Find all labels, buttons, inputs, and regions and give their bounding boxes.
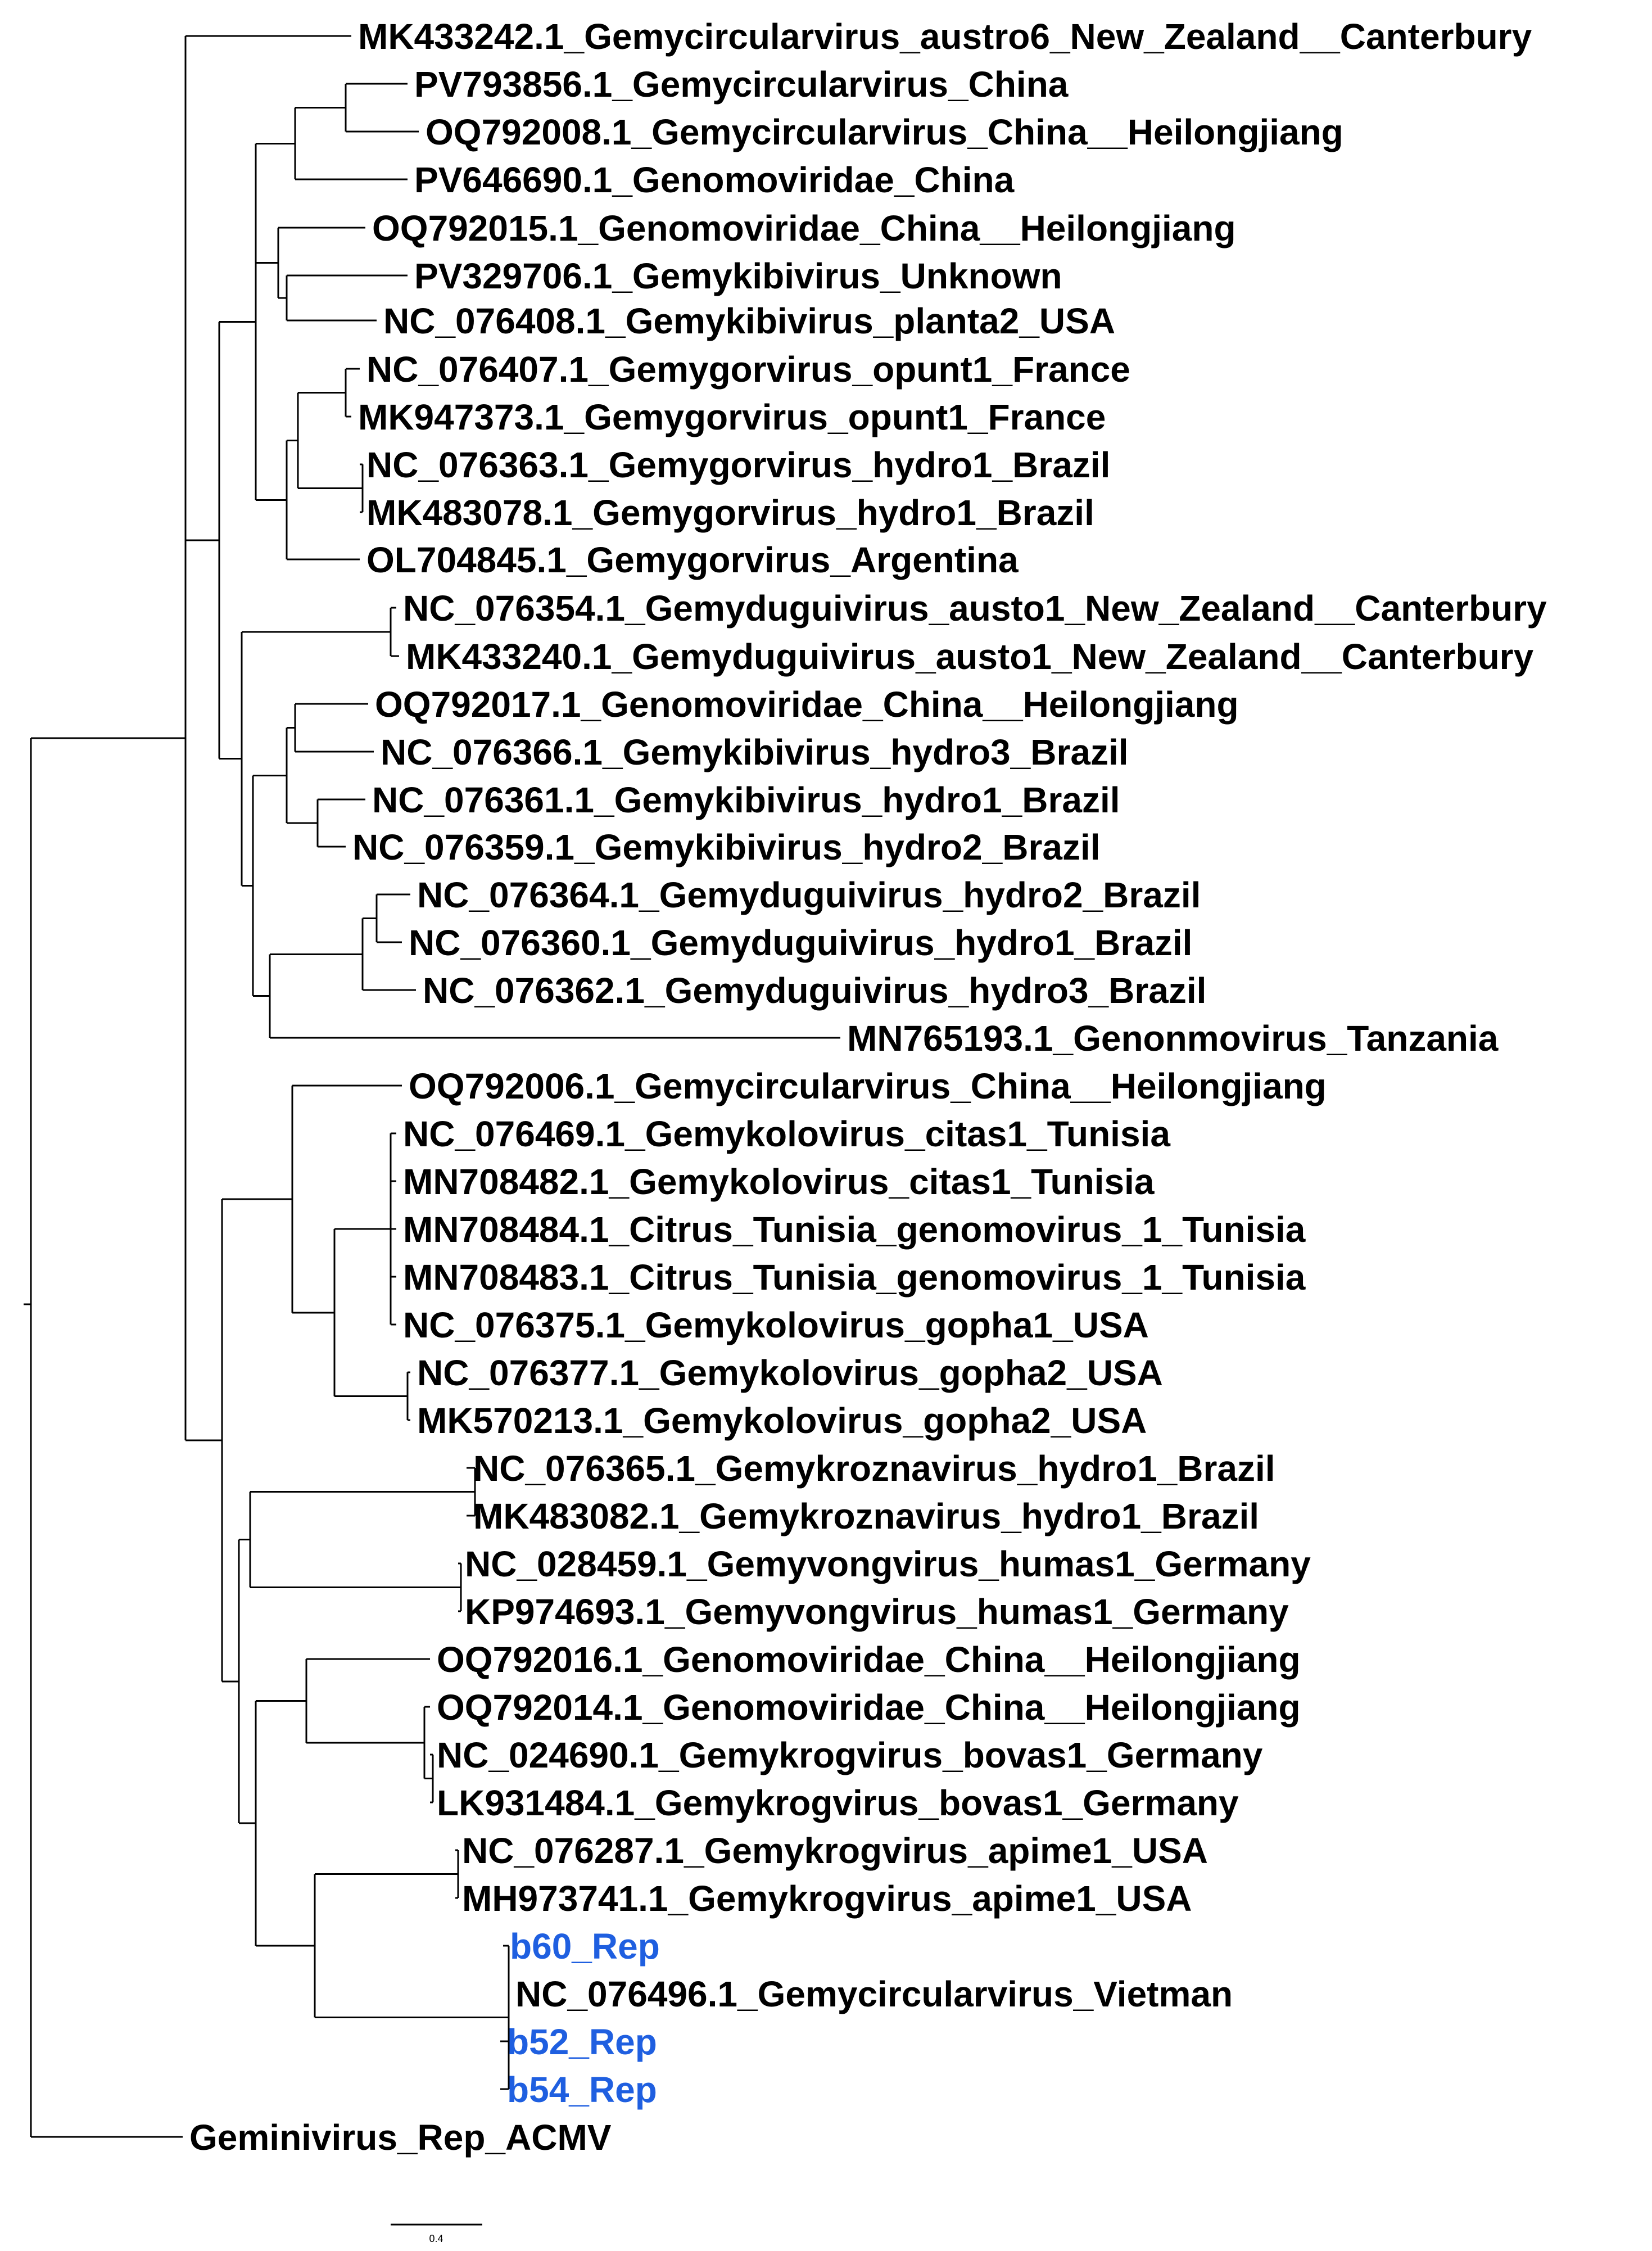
taxon-label: Geminivirus_Rep_ACMV — [189, 2117, 612, 2158]
taxon-label: MH973741.1_Gemykrogvirus_apime1_USA — [462, 1878, 1192, 1919]
taxon-label: PV329706.1_Gemykibivirus_Unknown — [414, 256, 1062, 296]
taxon-label: LK931484.1_Gemykrogvirus_bovas1_Germany — [437, 1783, 1239, 1823]
taxon-label: OQ792014.1_Genomoviridae_China__Heilongjiang — [437, 1687, 1301, 1728]
taxon-label: NC_028459.1_Gemyvongvirus_humas1_Germany — [465, 1544, 1311, 1584]
scale-bar-label: 0.4 — [429, 2233, 443, 2244]
taxon-label: NC_076407.1_Gemygorvirus_opunt1_France — [366, 349, 1130, 390]
taxon-label: NC_076359.1_Gemykibivirus_hydro2_Brazil — [352, 827, 1101, 867]
query-sequence-label: b54_Rep — [507, 2069, 657, 2110]
taxon-label: MK433242.1_Gemycircularvirus_austro6_New_Zealand__Canterbury — [358, 16, 1532, 57]
taxon-label: MN708482.1_Gemykolovirus_citas1_Tunisia — [403, 1161, 1155, 1202]
taxon-label: MK947373.1_Gemygorvirus_opunt1_France — [358, 397, 1106, 437]
taxon-label: MK433240.1_Gemyduguivirus_austo1_New_Zealand__Canterbury — [406, 636, 1534, 677]
query-sequence-label: b52_Rep — [507, 2022, 657, 2062]
scale-bar — [391, 2225, 482, 2244]
taxon-label: PV793856.1_Gemycircularvirus_China — [414, 64, 1069, 105]
taxon-label: NC_076365.1_Gemykroznavirus_hydro1_Brazil — [473, 1448, 1275, 1489]
taxon-label: OQ792016.1_Genomoviridae_China__Heilongjiang — [437, 1639, 1301, 1680]
query-sequence-label: b60_Rep — [510, 1926, 660, 1967]
taxon-label: OQ792006.1_Gemycircularvirus_China__Heilongjiang — [409, 1066, 1327, 1106]
taxon-label: NC_076361.1_Gemykibivirus_hydro1_Brazil — [372, 780, 1120, 820]
taxon-label: MN708484.1_Citrus_Tunisia_genomovirus_1_Tunisia — [403, 1209, 1306, 1250]
taxon-label: MN708483.1_Citrus_Tunisia_genomovirus_1_Tunisia — [403, 1257, 1306, 1298]
taxon-label: NC_076362.1_Gemyduguivirus_hydro3_Brazil — [423, 970, 1207, 1011]
taxon-label: NC_076364.1_Gemyduguivirus_hydro2_Brazil — [417, 875, 1201, 915]
taxon-label: OL704845.1_Gemygorvirus_Argentina — [366, 540, 1019, 580]
taxon-label: NC_076496.1_Gemycircularvirus_Vietman — [515, 1974, 1233, 2014]
taxon-label: NC_076360.1_Gemyduguivirus_hydro1_Brazil — [409, 923, 1193, 963]
taxon-label: OQ792015.1_Genomoviridae_China__Heilongjiang — [372, 208, 1236, 248]
taxon-label: NC_024690.1_Gemykrogvirus_bovas1_Germany — [437, 1735, 1263, 1775]
taxon-label: NC_076377.1_Gemykolovirus_gopha2_USA — [417, 1353, 1163, 1393]
taxon-label: NC_076354.1_Gemyduguivirus_austo1_New_Zealand__Canterbury — [403, 588, 1547, 629]
taxon-label: NC_076408.1_Gemykibivirus_planta2_USA — [383, 301, 1116, 341]
taxon-label: OQ792017.1_Genomoviridae_China__Heilongjiang — [375, 684, 1239, 725]
taxon-label: KP974693.1_Gemyvongvirus_humas1_Germany — [465, 1592, 1289, 1632]
taxon-label: MK483082.1_Gemykroznavirus_hydro1_Brazil — [473, 1496, 1260, 1536]
taxon-label: NC_076287.1_Gemykrogvirus_apime1_USA — [462, 1830, 1208, 1871]
taxon-label: OQ792008.1_Gemycircularvirus_China__Heilongjiang — [426, 112, 1343, 152]
taxon-label: NC_076363.1_Gemygorvirus_hydro1_Brazil — [366, 445, 1111, 485]
leaf-labels — [189, 16, 1547, 2158]
taxon-label: NC_076366.1_Gemykibivirus_hydro3_Brazil — [381, 732, 1129, 772]
taxon-label: MK570213.1_Gemykolovirus_gopha2_USA — [417, 1400, 1147, 1441]
taxon-label: MK483078.1_Gemygorvirus_hydro1_Brazil — [366, 492, 1094, 533]
taxon-label: MN765193.1_Genonmovirus_Tanzania — [847, 1018, 1499, 1059]
taxon-label: NC_076375.1_Gemykolovirus_gopha1_USA — [403, 1305, 1149, 1345]
taxon-label: PV646690.1_Genomoviridae_China — [414, 160, 1015, 200]
taxon-label: NC_076469.1_Gemykolovirus_citas1_Tunisia — [403, 1114, 1170, 1154]
